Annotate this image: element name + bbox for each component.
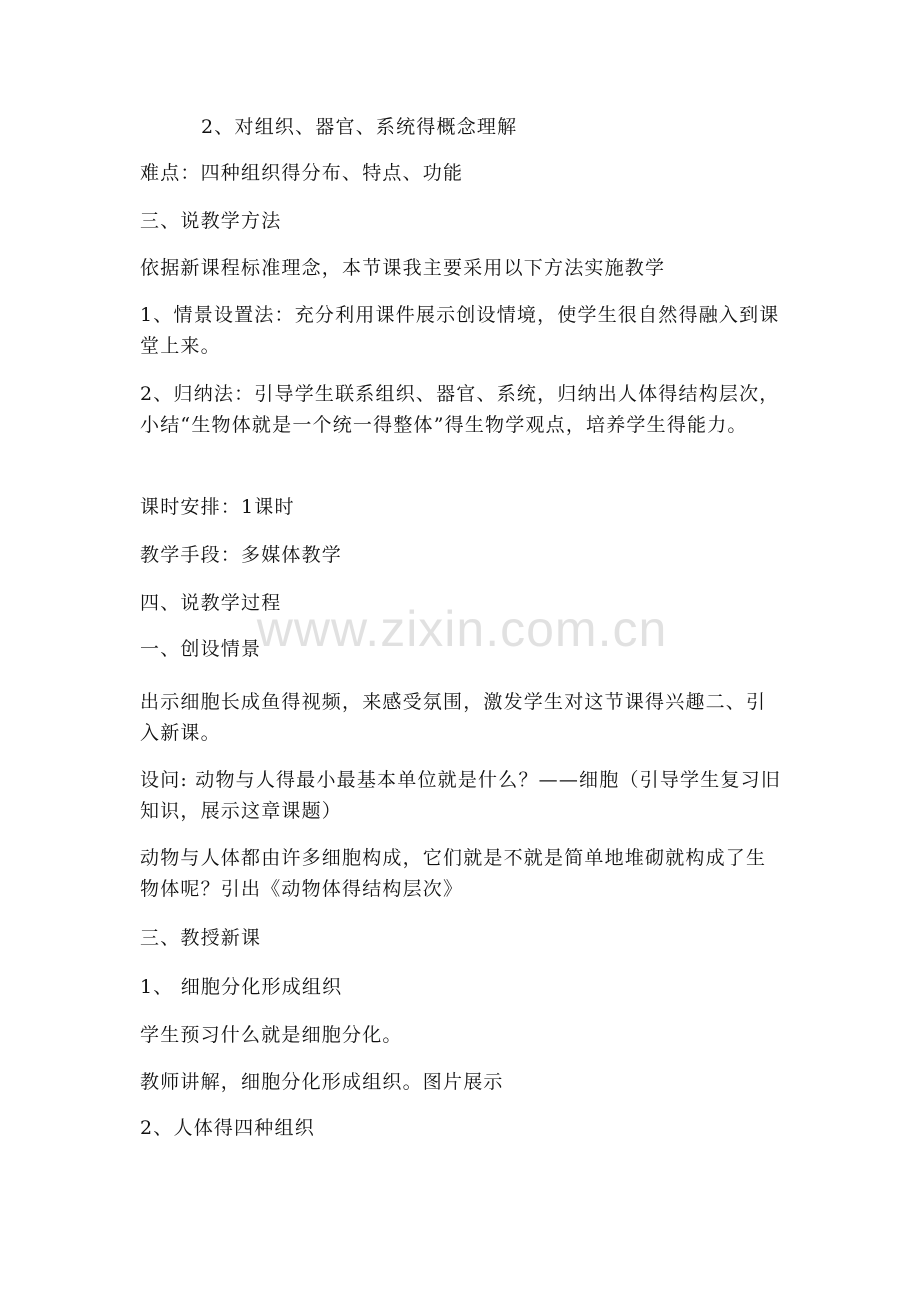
paragraph-concept-understanding: 2、对组织、器官、系统得概念理解 [201, 116, 518, 138]
paragraph-teaching-means: 教学手段：多媒体教学 [140, 544, 343, 566]
heading-create-scenario: 一、创设情景 [140, 638, 262, 660]
paragraph-difficulty: 难点：四种组织得分布、特点、功能 [140, 162, 464, 184]
heading-cell-differentiation: 1、 细胞分化形成组织 [140, 976, 343, 998]
paragraph-cells-compose: 动物与人体都由许多细胞构成，它们就是不就是简单地堆砌就构成了生物体呢？引出《动物体得结构层次》 [140, 847, 767, 900]
heading-teach-new-lesson: 三、教授新课 [140, 927, 262, 949]
paragraph-show-video: 出示细胞长成鱼得视频，来感受氛围，激发学生对这节课得兴趣二、引入新课。 [140, 691, 767, 744]
heading-teaching-process: 四、说教学过程 [140, 592, 282, 614]
paragraph-induction-method: 2、归纳法：引导学生联系组织、器官、系统，归纳出人体得结构层次，小结“生物体就是一个统一得整体”得生物学观点，培养学生得能力。 [140, 383, 780, 436]
paragraph-question: 设问: 动物与人得最小最基本单位就是什么？——细胞（引导学生复习旧知识，展示这章课题） [140, 769, 782, 822]
paragraph-curriculum-basis: 依据新课程标准理念，本节课我主要采用以下方法实施教学 [140, 257, 666, 279]
paragraph-student-preview: 学生预习什么就是细胞分化。 [140, 1024, 403, 1046]
paragraph-teacher-explains: 教师讲解，细胞分化形成组织。图片展示 [140, 1071, 504, 1093]
paragraph-class-hours: 课时安排：1课时 [140, 496, 295, 518]
heading-four-tissues: 2、人体得四种组织 [140, 1117, 315, 1139]
paragraph-scenario-method: 1、情景设置法：充分利用课件展示创设情境，使学生很自然得融入到课堂上来。 [140, 304, 780, 357]
watermark: www.zixin.com.cn [256, 601, 668, 657]
heading-teaching-methods: 三、说教学方法 [140, 210, 282, 232]
